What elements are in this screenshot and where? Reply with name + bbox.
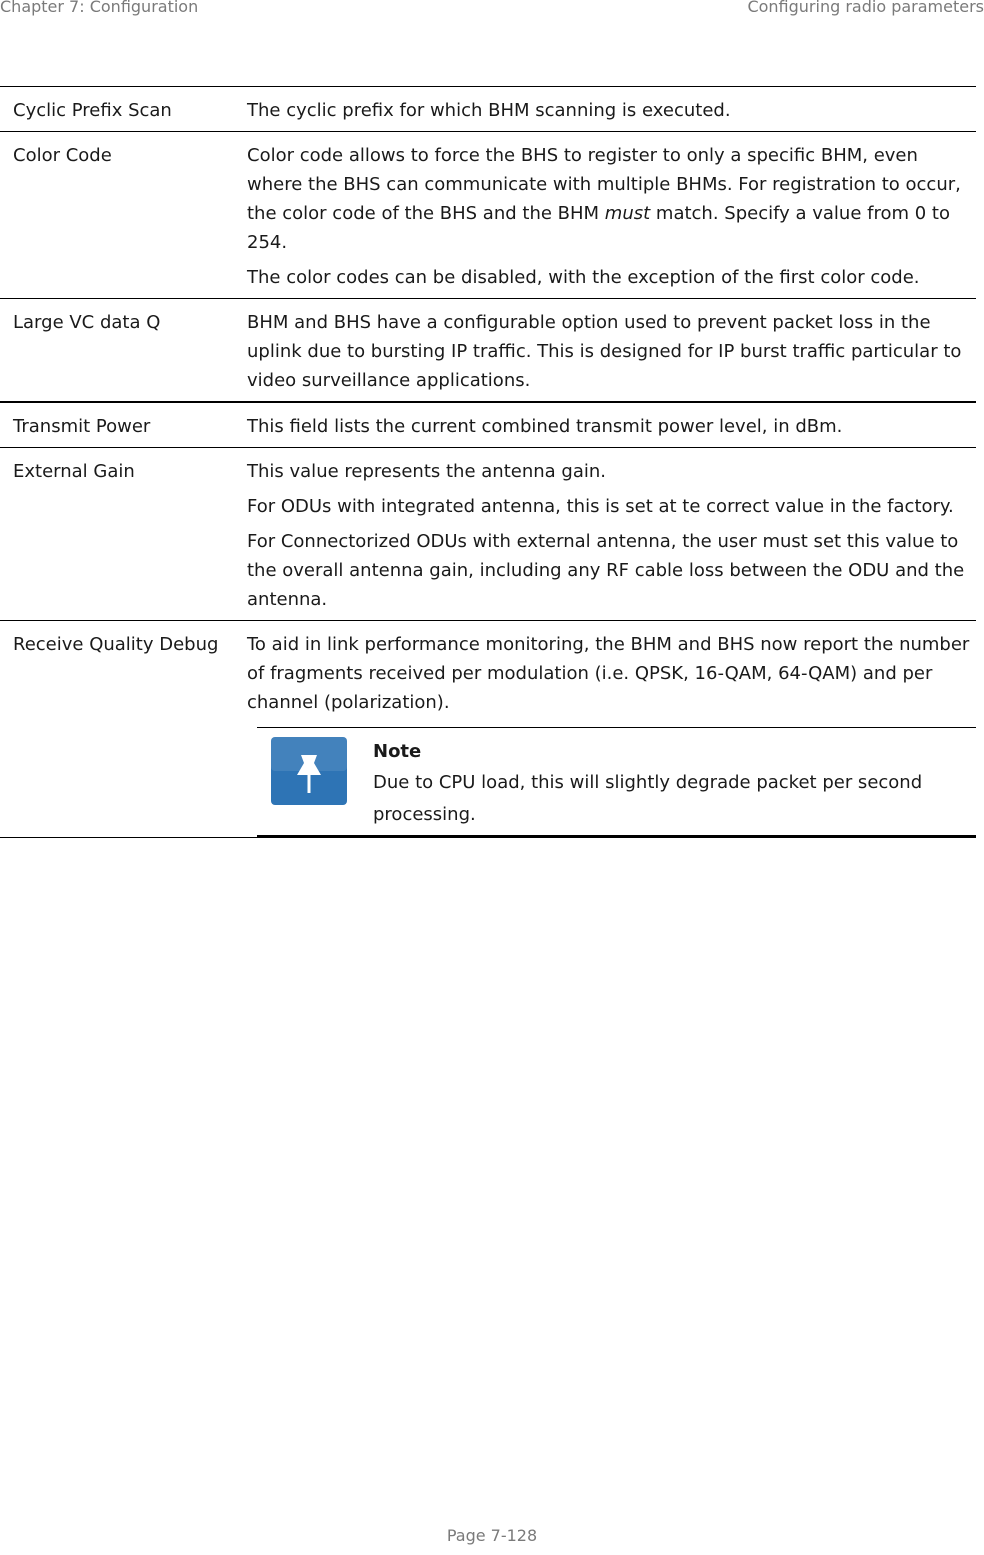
parameter-name: Cyclic Prefix Scan xyxy=(13,100,172,121)
note-text: Due to CPU load, this will slightly degrade packet per second processing. xyxy=(373,772,923,825)
chapter-header: Chapter 7: Configuration xyxy=(0,0,199,16)
description-paragraph: BHM and BHS have a configurable option used to prevent packet loss in the uplink due to bursting IP traffic. This is designed for IP burst traffic particular to video surveillance applications. xyxy=(247,312,962,391)
description-paragraph: To aid in link performance monitoring, the BHM and BHS now report the number of fragments received per modulation (i.e. QPSK, 16-QAM, 64-QAM) and per channel (polarization). xyxy=(247,634,970,713)
parameter-name: Transmit Power xyxy=(13,416,151,437)
emphasis-text: must xyxy=(604,203,651,224)
description-paragraph: This value represents the antenna gain. xyxy=(247,461,606,482)
note-icon-cell xyxy=(257,728,373,835)
table-row xyxy=(0,620,976,837)
table-row xyxy=(0,447,976,620)
table-row xyxy=(0,401,976,447)
parameter-name: Large VC data Q xyxy=(13,312,161,333)
table-row xyxy=(0,86,976,131)
section-header: Configuring radio parameters xyxy=(747,0,984,16)
note-box xyxy=(257,727,976,837)
pushpin-icon xyxy=(271,737,347,805)
parameter-description xyxy=(233,448,976,620)
table-bottom-rule xyxy=(0,837,976,838)
parameter-description xyxy=(233,621,976,837)
description-paragraph: For Connectorized ODUs with external antenna, the user must set this value to the overall antenna gain, including any RF cable loss between the ODU and the antenna. xyxy=(247,531,965,610)
parameter-description xyxy=(233,87,976,131)
description-paragraph: The cyclic prefix for which BHM scanning is executed. xyxy=(247,100,731,121)
table-row xyxy=(0,131,976,298)
description-paragraph xyxy=(247,141,968,257)
table-row xyxy=(0,298,976,401)
parameter-description xyxy=(233,299,976,401)
description-text: match. Specify a value from 0 to 254. xyxy=(247,203,950,253)
description-text: Color code allows to force the BHS to register to only a specific BHM, even where the BHS can communicate with multiple BHMs. For registration to occur, the color code of the BHS and the BHM xyxy=(247,145,961,224)
parameter-name: External Gain xyxy=(13,461,135,482)
parameter-description xyxy=(233,132,976,298)
description-paragraph: The color codes can be disabled, with the exception of the first color code. xyxy=(247,267,920,288)
parameters-table xyxy=(0,86,976,838)
note-body xyxy=(373,728,976,835)
parameter-description xyxy=(233,403,976,447)
parameter-name: Receive Quality Debug xyxy=(13,634,219,655)
page-number: Page 7-128 xyxy=(446,1526,538,1545)
note-title: Note xyxy=(373,741,422,762)
description-paragraph: This field lists the current combined transmit power level, in dBm. xyxy=(247,416,843,437)
description-paragraph: For ODUs with integrated antenna, this is set at te correct value in the factory. xyxy=(247,496,954,517)
parameter-name: Color Code xyxy=(13,145,112,166)
